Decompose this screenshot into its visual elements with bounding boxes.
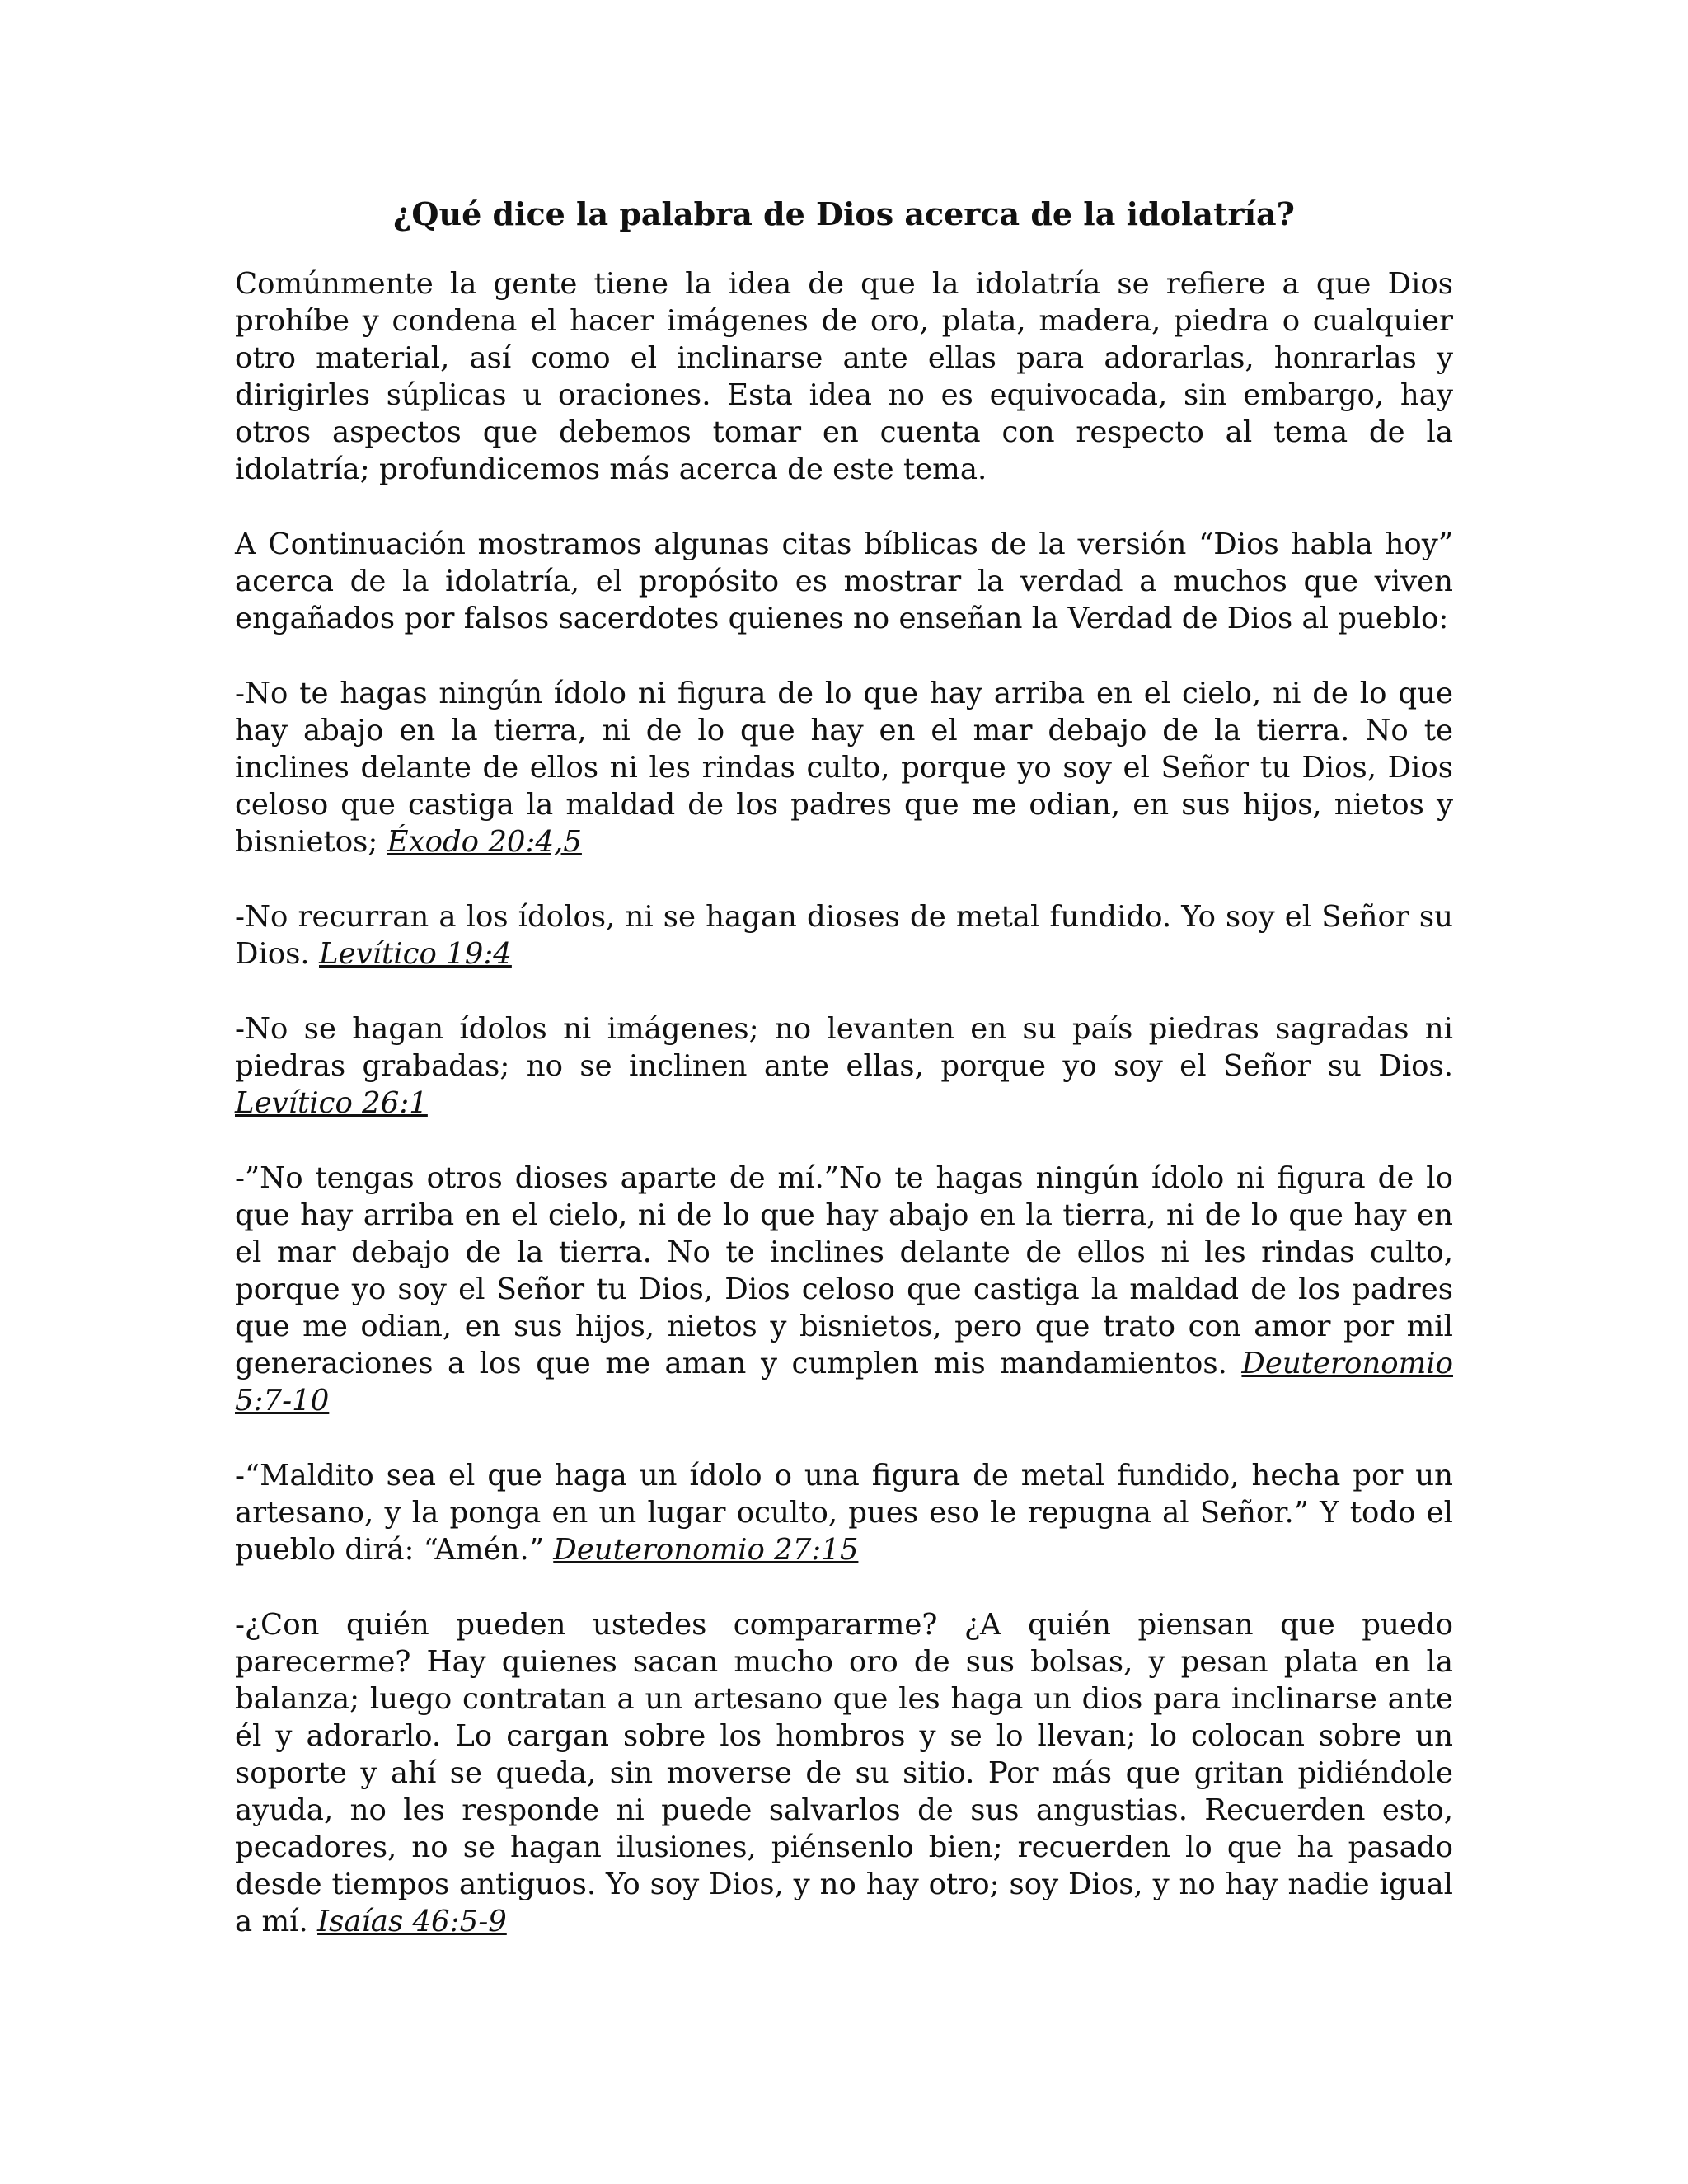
quote-levitico-26 [235, 1010, 1453, 1122]
quote-deuteronomio-27 [235, 1457, 1453, 1568]
quote-text: -No recurran a los ídolos, ni se hagan dioses de metal fundido. Yo soy el Señor su Dios. [235, 900, 1453, 971]
quote-levitico-19 [235, 898, 1453, 972]
quote-text: -“Maldito sea el que haga un ídolo o una figura de metal fundido, hecha por un artesano, y la ponga en un lugar oculto, pues eso le repugna al Señor.” Y todo el pueblo dirá: “Amén.” [235, 1459, 1453, 1567]
quote-text: -No te hagas ningún ídolo ni figura de lo que hay arriba en el cielo, ni de lo que hay abajo en la tierra, ni de lo que hay en el mar debajo de la tierra. No te inclines delante de ellos ni les rindas culto, porque yo soy el Señor tu Dios, Dios celoso que castiga la maldad de los padres que me odian, en sus hijos, nietos y bisnietos; [235, 677, 1453, 859]
verse-reference-link[interactable]: Deuteronomio 27:15 [553, 1533, 859, 1567]
quote-text: -¿Con quién pueden ustedes compararme? ¿A quién piensan que puedo parecerme? Hay quienes sacan mucho oro de sus bolsas, y pesan plata en la balanza; luego contratan a un artesano que les haga un dios para inclinarse ante él y adorarlo. Lo cargan sobre los hombros y se lo llevan; lo colocan sobre un soporte y ahí se queda, sin moverse de su sitio. Por más que gritan pidiéndole ayuda, no les responde ni puede salvarlos de sus angustias. Recuerden esto, pecadores, no se hagan ilusiones, piénsenlo bien; recuerden lo que ha pasado desde tiempos antiguos. Yo soy Dios, y no hay otro; soy Dios, y no hay nadie igual a mí. [235, 1608, 1453, 1938]
paragraph-text: A Continuación mostramos algunas citas bíblicas de la versión “Dios habla hoy” acerca de la idolatría, el propósito es mostrar la verdad a muchos que viven engañados por falsos sacerdotes quienes no enseñan la Verdad de Dios al pueblo: [235, 527, 1453, 635]
verse-reference-link[interactable]: Isaías 46:5-9 [317, 1905, 507, 1938]
paragraph-continuation [235, 526, 1453, 637]
verse-reference-link[interactable]: Levítico 26:1 [235, 1086, 428, 1120]
verse-reference-link[interactable]: Éxodo 20:4,5 [387, 825, 582, 859]
quote-text: -”No tengas otros dioses aparte de mí.”No te hagas ningún ídolo ni figura de lo que hay arriba en el cielo, ni de lo que hay abajo en la tierra, ni de lo que hay en el mar debajo de la tierra. No te inclines delante de ellos ni les rindas culto, porque yo soy el Señor tu Dios, Dios celoso que castiga la maldad de los padres que me odian, en sus hijos, nietos y bisnietos, pero que trato con amor por mil generaciones a los que me aman y cumplen mis mandamientos. [235, 1161, 1453, 1380]
quote-text: -No se hagan ídolos ni imágenes; no levanten en su país piedras sagradas ni piedras grabadas; no se inclinen ante ellas, porque yo soy el Señor su Dios. [235, 1012, 1453, 1083]
paragraph-intro [235, 265, 1453, 488]
quote-exodo [235, 675, 1453, 860]
quote-deuteronomio-5 [235, 1160, 1453, 1419]
document-title: ¿Qué dice la palabra de Dios acerca de la idolatría? [393, 195, 1295, 232]
paragraph-text: Comúnmente la gente tiene la idea de que la idolatría se refiere a que Dios prohíbe y condena el hacer imágenes de oro, plata, madera, piedra o cualquier otro material, así como el inclinarse ante ellas para adorarlas, honrarlas y dirigirles súplicas u oraciones. Esta idea no es equivocada, sin embargo, hay otros aspectos que debemos tomar en cuenta con respecto al tema de la idolatría; profundicemos más acerca de este tema. [235, 267, 1453, 486]
quote-isaias [235, 1606, 1453, 1940]
verse-reference-link[interactable]: Deuteronomio 5:7-10 [235, 1347, 1453, 1418]
verse-reference-link[interactable]: Levítico 19:4 [319, 937, 512, 971]
document-page [235, 194, 1453, 1978]
